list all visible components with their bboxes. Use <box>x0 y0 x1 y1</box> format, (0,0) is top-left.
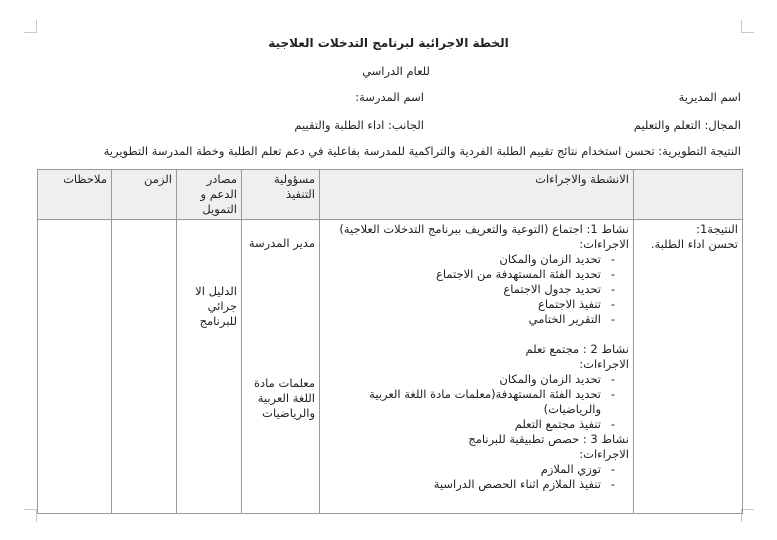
developmental-outcome: النتيجة التطويرية: تحسن استخدام نتائج تقييم الطلبة الفردية والتراكمية للمدرسة بفاعلية في دعم تعلم الطلبة وخطة المدرسة التطويرية <box>103 144 741 158</box>
outcome-cell <box>634 220 743 514</box>
table-header-row <box>38 170 743 220</box>
academic-year-label: للعام الدراسي <box>362 64 430 78</box>
activity-2 <box>324 342 629 432</box>
procedure-step: - تنفيذ الملازم اثناء الحصص الدراسية <box>324 477 615 492</box>
activity-3 <box>324 432 629 492</box>
outcome-text: تحسن اداء الطلبة. <box>650 237 738 251</box>
procedure-step: - توزي الملازم <box>324 462 615 477</box>
procedure-step: - تحديد الفئة المستهدفة من الاجتماع <box>324 267 615 282</box>
responsibility-1: مدير المدرسة <box>248 236 315 250</box>
activity-title: نشاط 2 : مجتمع تعلم <box>525 342 629 356</box>
procedure-step: - تنفيذ الاجتماع <box>324 297 615 312</box>
directorate-label: اسم المديرية <box>678 90 741 104</box>
header-activities: الانشطة والاجراءات <box>320 170 634 220</box>
time-cell <box>112 220 177 514</box>
procedure-step: - تحديد الزمان والمكان <box>324 372 615 387</box>
header-time: الزمن <box>112 170 177 220</box>
school-name-label: اسم المدرسة: <box>355 90 424 104</box>
page-corner-mark <box>24 20 37 33</box>
domain-label: المجال: التعلم والتعليم <box>633 118 741 132</box>
activity-1 <box>324 222 629 327</box>
responsibility-2: معلمات مادة اللغة العربية والرياضيات <box>254 376 315 420</box>
table-row <box>38 220 743 514</box>
procedures-label: الاجراءات: <box>579 237 629 251</box>
aspect-label: الجانب: اداء الطلبة والتقييم <box>294 118 424 132</box>
procedures-label: الاجراءات: <box>579 447 629 461</box>
page-corner-mark <box>741 20 754 33</box>
activities-cell <box>320 220 634 514</box>
procedures-label: الاجراءات: <box>579 357 629 371</box>
procedure-step: - تحديد الفئة المستهدفة(معلمات مادة اللغة العربية والرياضيات) <box>324 387 615 417</box>
activity-title: نشاط 3 : حصص تطبيقية للبرنامج <box>468 432 629 446</box>
header-outcome <box>634 170 743 220</box>
procedure-step: - تحديد جدول الاجتماع <box>324 282 615 297</box>
outcome-title: النتيجة1: <box>696 222 738 236</box>
document-title: الخطة الاجرائية لبرنامج التدخلات العلاجية <box>268 36 509 50</box>
funding-source: الدليل الا جرائي للبرنامج <box>195 284 237 328</box>
notes-cell <box>38 220 112 514</box>
procedure-step: - تنفيذ مجتمع التعلم <box>324 417 615 432</box>
activity-title: نشاط 1: اجتماع (التوعية والتعريف ببرنامج التدخلات العلاجية) <box>339 222 629 236</box>
header-funding: مصادر الدعم و التمويل <box>177 170 242 220</box>
header-notes: ملاحظات <box>38 170 112 220</box>
procedure-step: - التقرير الختامي <box>324 312 615 327</box>
page-corner-mark <box>24 509 37 522</box>
header-responsibility: مسؤولية التنفيذ <box>242 170 320 220</box>
funding-cell <box>177 220 242 514</box>
action-plan-table <box>37 169 743 514</box>
responsibility-cell <box>242 220 320 514</box>
procedure-step: - تحديد الزمان والمكان <box>324 252 615 267</box>
